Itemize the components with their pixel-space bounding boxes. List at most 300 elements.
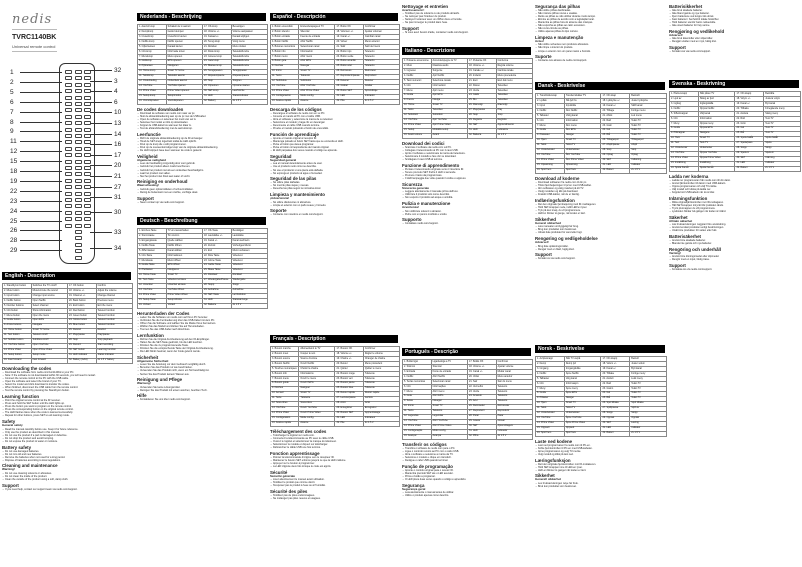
instruction-item: – Ne mélangez pas piles neuves et usagées.	[270, 497, 400, 500]
instruction-item: – Pointez la télécommande d'origine vers le récepteur IR.	[270, 456, 400, 459]
instruction-item: – De LED knippert twee keer wanneer de code is geleerd.	[137, 149, 268, 152]
callout-number: 23	[10, 197, 18, 205]
function-cell: Spill av	[630, 406, 667, 411]
function-cell: Modalità setup	[431, 128, 467, 133]
function-cell: Apri YouTube	[431, 118, 467, 123]
button-name-cell: 27. Reproduzir	[467, 409, 496, 414]
instruction-item: – Download de software van nedis.com naar uw pc.	[137, 112, 268, 115]
function-cell: Teletexto	[363, 49, 399, 54]
button-name-cell: 30. SET	[735, 156, 764, 161]
function-cell: Selecionar canal	[431, 379, 467, 384]
column-2	[137, 0, 268, 567]
button-name-cell: 10. Hem	[670, 136, 699, 141]
subsection-title: Support	[669, 44, 686, 50]
function-cell: Ouvrir l'EPG	[299, 381, 335, 386]
description-table	[402, 58, 533, 139]
button-name-cell: 4. Netflix	[536, 371, 565, 376]
instruction-item: – Laden Sie die Software von nedis.com auf Ihren PC herunter.	[137, 316, 268, 319]
function-cell: Juster volum	[630, 361, 667, 366]
callout-number: 11	[10, 138, 17, 146]
button-name-cell: 28. Stop	[67, 338, 96, 343]
product-subtitle: Universal remote control	[12, 44, 56, 49]
button-name-cell: 18. Lydstyrke +/-	[601, 98, 630, 103]
instruction-item: – Contattare nedis.com/support.	[402, 222, 533, 225]
function-cell: Naviga	[431, 98, 467, 103]
function-cell: Föregående meny	[764, 106, 801, 111]
instruction-item: – Rengjør utsiden med en myk, fuktig klut.	[669, 40, 801, 43]
subsection-title: Downloading the codes	[2, 365, 52, 371]
button-name-cell: 12. Ondertiteling	[138, 79, 167, 84]
function-cell: Information	[698, 116, 735, 121]
instruction-item: – Elimine as pilhas de acordo com a legislação local.	[535, 18, 667, 21]
button-name-cell: 20. Terug-knop	[202, 39, 231, 44]
button-name-cell: 17. OK-knapp	[601, 357, 630, 362]
instruction-item: – Drücken Sie die zu programmierende Taste.	[137, 344, 268, 347]
function-cell: Stäng meny	[764, 111, 801, 116]
button-name-cell: 17. OK-knop	[202, 25, 231, 30]
function-cell: Grabar	[363, 84, 399, 89]
instruction-item: – Não misture pilhas novas e usadas.	[535, 12, 667, 15]
subsection-title: Sikkerhed	[535, 216, 556, 222]
function-cell: Indikator	[630, 426, 667, 431]
function-cell: Tænder/slukker TV	[564, 94, 601, 99]
button-name-cell: 30. Bouton SET	[335, 411, 363, 416]
button-name-cell: 18. Volym +/-	[735, 96, 764, 101]
function-cell: Aprendizaje	[363, 89, 399, 94]
instruction-item: – Remove the batteries when not used for a long period.	[2, 456, 133, 459]
callout-number: 15	[10, 158, 18, 166]
button-name-cell: 12. Undertekster	[536, 411, 565, 416]
function-cell: Source d'entrée	[299, 356, 335, 361]
function-cell: Teletekst aan/uit	[166, 74, 202, 79]
instruction-item: – Transfira o software de nedis.com para o PC.	[402, 447, 533, 450]
button-name-cell: 9. Arrow buttons	[3, 323, 32, 328]
button-name-cell: 32. Pilha	[467, 434, 496, 439]
instruction-item: – Fjern batteriene ved lengre tids ubruk.	[669, 15, 801, 18]
button-name-cell: 3. Ingång	[670, 101, 699, 106]
function-cell: Smart TV home	[31, 328, 67, 333]
button-name-cell: 8. Gidsknop	[138, 59, 167, 64]
button-name-cell: 2. Bouton muet	[271, 351, 299, 356]
table-row	[271, 99, 400, 104]
function-cell: Televideo	[496, 83, 532, 88]
function-cell: Inställning	[698, 161, 735, 166]
subsection-title: Rengöring och underhåll	[669, 246, 721, 252]
function-cell: Spola framåt	[698, 166, 735, 171]
function-cell: Velg kanal	[564, 376, 601, 381]
button-name-cell: 13. YouTube	[403, 419, 432, 424]
column-1	[2, 0, 133, 567]
button-name-cell: 32. Batteria	[467, 133, 496, 138]
button-name-cell: 14. Prime Video	[536, 421, 565, 426]
function-cell: Menu openen	[166, 54, 202, 59]
button-name-cell: 20. Retour	[335, 361, 363, 366]
button-name-cell: 23. Verde	[467, 88, 496, 93]
function-cell: Smart TV	[431, 404, 467, 409]
instruction-item: – Limpie el exterior con un paño suave y húmedo.	[270, 204, 400, 207]
instruction-item: – Não limpe o interior do produto.	[535, 46, 667, 49]
subsection-subtitle: General safety	[2, 422, 23, 427]
instruction-item: – Note: If the software is not downloaded within 30 seconds, you will need to restart.	[2, 374, 133, 377]
function-cell: Retroceder	[496, 404, 532, 409]
callout-number: 10	[114, 109, 122, 117]
button-name-cell: 20. Back button	[67, 298, 96, 303]
button-name-cell: 30. SET button	[67, 348, 96, 353]
function-cell: Couper le son	[299, 351, 335, 356]
instruction-item: – Selecione o modelo e clique em transferir.	[402, 456, 533, 459]
instruction-item: – Leia atentamente o manual antes de utilizar.	[402, 491, 533, 494]
button-name-cell: 5. Touches numériques	[271, 366, 299, 371]
button-name-cell: 16. Vooruitspoelen	[138, 99, 167, 104]
instruction-item: – Verwenden Sie das Produkt nicht, wenn ein Teil beschädigt ist.	[137, 369, 268, 372]
function-cell: Inputkilde	[564, 103, 601, 108]
function-cell: Télétexte	[363, 386, 399, 391]
function-cell: Teletexto	[363, 64, 399, 69]
function-cell: Bevestigen	[231, 25, 267, 30]
function-cell: Gravar	[496, 419, 532, 424]
button-name-cell: 25. Blue button	[67, 323, 96, 328]
button-name-cell: 29. Registra	[467, 118, 496, 123]
subsection-title: Reiniging en onderhoud	[137, 179, 188, 185]
button-name-cell: 1. På/av-knapp	[670, 92, 699, 97]
instruction-item: – Ikke bruk løsemidler eller slipemidler.	[669, 37, 801, 40]
button-name-cell: 25. Blu	[467, 98, 496, 103]
function-cell: Teletekstfunctie	[231, 54, 267, 59]
button-name-cell: 11. Text	[670, 141, 699, 146]
button-name-cell: 7. Menu	[403, 88, 432, 93]
instruction-item: – Scaricare il software da nedis.com sul PC.	[402, 146, 533, 149]
button-name-cell: 18. Volumen +/-	[335, 29, 363, 34]
instruction-item: – Desligue o cabo USB quando terminar.	[402, 459, 533, 462]
button-name-cell: 14. Prime Video	[536, 158, 565, 163]
section-nederlands	[137, 13, 268, 204]
button-name-cell: 5. Talltaster	[536, 376, 565, 381]
function-cell: Videotext	[231, 268, 267, 273]
subsection-subtitle: Advarsel!	[669, 32, 683, 37]
instruction-item: – Utilize o produto apenas como descrito.	[402, 494, 533, 497]
function-cell: Esci dal menu	[496, 78, 532, 83]
function-cell: Indicador	[363, 94, 399, 99]
button-name-cell: 22. Rød	[601, 118, 630, 123]
button-name-cell: 14. Prime Video	[271, 89, 299, 94]
instruction-item: – Neem contact op via nedis.com/support.	[137, 201, 268, 204]
button-name-cell: 3. Invoerknop	[138, 34, 167, 39]
button-name-cell: 8. Guide	[670, 126, 699, 131]
function-cell: Abrir menu	[431, 389, 467, 394]
button-name-cell: 2. Dempknop	[138, 29, 167, 34]
instruction-item: – LED'en blinker to gange, når koden er lært.	[535, 212, 667, 215]
instruction-item: – Do not expose the product to water or moisture.	[2, 440, 133, 443]
instruction-item: – Druk op de knop die u wilt programmeren.	[137, 143, 268, 146]
function-cell: Öppna YouTube	[698, 151, 735, 156]
section-english	[2, 272, 133, 491]
button-name-cell: 26. Retroceso	[335, 69, 363, 74]
function-cell: Indlæring	[630, 158, 667, 163]
button-name-cell: 16. Vorlauf	[138, 303, 167, 308]
button-name-cell: 23. Botón verde	[335, 54, 363, 59]
instruction-item: – Não exponha as pilhas ao calor excessivo.	[535, 24, 667, 27]
button-name-cell: 21. Avsluta	[735, 111, 764, 116]
button-name-cell: 5. Number buttons	[3, 303, 32, 308]
instruction-item: – Læs manualen omhyggeligt før brug.	[535, 225, 667, 228]
button-name-cell: 14. Prime Video	[138, 293, 167, 298]
function-cell: Avance	[299, 99, 335, 104]
section-heading: Dansk - Beskrivelse	[535, 82, 665, 90]
button-name-cell: 7. Menütaste	[138, 258, 167, 263]
function-cell: Prime Video openen	[166, 89, 202, 94]
button-name-cell: 12. Subtitle button	[3, 338, 32, 343]
function-cell: Vælg kanal	[564, 113, 601, 118]
function-cell: 2x 1.5 V	[496, 133, 532, 138]
instruction-item: – Mantenha as pilhas fora do alcance das crianças.	[535, 21, 667, 24]
button-name-cell: 31. LED	[601, 163, 630, 168]
section-heading: English - Description	[2, 272, 131, 280]
button-name-cell: 4. Netflix	[670, 106, 699, 111]
button-name-cell: 9. Piletaster	[536, 133, 565, 138]
button-name-cell: 5. Tasti numerici	[403, 78, 432, 83]
subsection-title: Battery safety	[2, 444, 32, 450]
callout-number: 33	[114, 229, 122, 236]
function-cell: Menü öffnen	[166, 258, 202, 263]
button-name-cell: 2. Lydløs	[536, 98, 565, 103]
instruction-item: – If you need help, contact our support team via nedis.com/support.	[2, 488, 133, 491]
button-name-cell: 9. Pijltoetsen	[138, 64, 167, 69]
instruction-item: – Välj modell och klicka på ladda ner.	[669, 188, 801, 191]
button-name-cell: 12. Sous-titres	[271, 401, 299, 406]
function-cell: Navegar	[431, 399, 467, 404]
subsection-title: Funzione di apprendimento	[402, 162, 460, 168]
function-cell: Apri Netflix	[431, 73, 467, 78]
function-cell: Spol tilbake	[630, 401, 667, 406]
function-cell: Teletexto	[299, 74, 335, 79]
button-name-cell: 5. Cijfertoetsen	[138, 44, 167, 49]
instruction-item: – Utilizzare il prodotto solo come descritto.	[402, 193, 533, 196]
instruction-item: – Do not mix old and new batteries.	[2, 453, 133, 456]
function-cell: Text-TV	[764, 121, 801, 126]
instruction-item: – Tenere premuto SET finché il LED si accende.	[402, 171, 533, 174]
instruction-item: – Non utilizzare solventi o abrasivi.	[402, 210, 533, 213]
button-name-cell: 15. Opsætning	[536, 163, 565, 168]
instruction-item: – Test the remote control by pressing the Standby/on button.	[2, 389, 133, 392]
button-name-cell: 16. Spol frem	[536, 431, 565, 436]
function-cell: Conferma	[496, 59, 532, 64]
instruction-item: – Vælg modellen og klik på download.	[535, 190, 667, 193]
button-name-cell: 21. Afsluiten	[202, 44, 231, 49]
callout-number: 24	[10, 207, 18, 215]
button-name-cell: 12. Legendas	[403, 414, 432, 419]
function-cell: 2x 1.5 V	[630, 431, 667, 436]
function-cell: Adjust the volume	[96, 288, 132, 293]
function-cell: Informatie tonen	[166, 49, 202, 54]
subsection-title: Segurança das pilhas	[535, 3, 581, 9]
function-cell: Mode config.	[299, 416, 335, 421]
subsection-subtitle: Sécurité générale	[270, 473, 296, 478]
subsection-subtitle: Generell sikkerhet	[535, 477, 562, 482]
button-name-cell: 23. Grøn	[601, 123, 630, 128]
callout-number: 3	[114, 77, 118, 85]
button-name-cell: 24. Gele knop	[202, 59, 231, 64]
section-francais	[270, 335, 400, 500]
button-name-cell: 29. Spela in	[735, 151, 764, 156]
function-cell: Leerfunctie	[231, 89, 267, 94]
instruction-item: – Si vous avez besoin d'aide, contactez nedis.com/support.	[402, 31, 533, 34]
function-cell: Seleccionar canal	[299, 44, 335, 49]
function-cell: Salir del menú	[363, 44, 399, 49]
instruction-item: – Sélectionnez le modèle et cliquez sur télécharger.	[270, 443, 400, 446]
function-cell: Inngangskilde	[564, 366, 601, 371]
button-name-cell: 30. SET	[601, 158, 630, 163]
instruction-item: – Lysdioden blinkar två gånger när koden är inlärd.	[669, 210, 801, 213]
function-cell: Spol frem	[564, 168, 601, 173]
button-name-cell: 23. Groene knop	[202, 54, 231, 59]
button-name-cell: 9. Piltaster	[536, 396, 565, 401]
button-name-cell: 10. Home-Taste	[138, 273, 167, 278]
function-cell: Tekst-TV	[630, 118, 667, 123]
button-name-cell: 27. Play/pausa	[467, 108, 496, 113]
function-cell: Tekst-TV	[630, 396, 667, 401]
function-cell: Confirmer	[363, 347, 399, 352]
button-name-cell: 22. Rote Taste	[202, 253, 231, 258]
function-cell: Apri EPG	[431, 93, 467, 98]
function-cell: Reproduzir	[496, 409, 532, 414]
button-name-cell: 28. Stop	[202, 79, 231, 84]
function-cell: Enregistrer	[363, 406, 399, 411]
subsection-title: Lernfunktion	[137, 332, 164, 338]
table-row	[670, 166, 801, 171]
button-name-cell: 29. Gravar	[467, 419, 496, 424]
button-name-cell: 6. Botón info	[271, 49, 299, 54]
function-cell: YouTube öffnen	[166, 288, 202, 293]
function-cell: Apri menu	[431, 88, 467, 93]
button-name-cell: 13. YouTube	[138, 84, 167, 89]
function-cell: Cambia canale	[496, 68, 532, 73]
instruction-item: – Contacte con nosotros en nedis.com/support.	[270, 213, 400, 216]
function-cell: Smart TV	[698, 136, 735, 141]
function-cell: Avançar	[431, 434, 467, 439]
button-name-cell: 19. Kanaal +/-	[202, 34, 231, 39]
button-name-cell: 22. Botón rojo	[335, 49, 363, 54]
subsection-title: Batterisikkerhet	[669, 3, 703, 9]
instruction-item: – Stel het product niet bloot aan water of vocht.	[137, 175, 268, 178]
instruction-item: – Verbinden Sie die Fernbedienung über das USB-Kabel mit dem PC.	[137, 319, 268, 322]
button-name-cell: 30. Botón SET	[335, 89, 363, 94]
function-cell: Öppna Netflix	[698, 106, 735, 111]
section-svenska	[669, 80, 801, 271]
function-cell: Smart TV	[564, 138, 601, 143]
instruction-item: – Press and hold the SET button until the LED lights up.	[2, 402, 133, 405]
instruction-item: – Richten Sie die Original-Fernbedienung auf den IR-Empfänger.	[137, 338, 268, 341]
button-name-cell: 19. Kanal +/-	[202, 238, 231, 243]
instruction-item: – Ikke bruk skadede batterier.	[669, 9, 801, 12]
callout-number: 9	[10, 128, 14, 136]
section-heading: Español - Descripción	[270, 13, 398, 21]
function-cell: Televideo	[496, 88, 532, 93]
table-row	[403, 434, 533, 439]
function-cell: Bestätigen	[231, 229, 267, 234]
button-name-cell: 24. Amarelo	[467, 394, 496, 399]
function-cell: Liga/desliga a TV	[431, 360, 467, 365]
function-cell: Smart TV	[299, 69, 335, 74]
button-name-cell: 12. Sottotitoli	[403, 113, 432, 118]
button-name-cell: 16. Avance rapide	[271, 421, 299, 426]
function-cell: Forrige menu	[630, 108, 667, 113]
function-cell: Afspelen/pauze	[231, 74, 267, 79]
subsection-title: Téléchargement des codes	[270, 428, 327, 434]
function-cell: Videotext	[231, 263, 267, 268]
description-table	[137, 24, 268, 105]
button-name-cell: 28. Stop	[601, 148, 630, 153]
button-name-cell: 24. Gelbe Taste	[202, 263, 231, 268]
function-cell: Indikator	[764, 161, 801, 166]
button-name-cell: 23. Verde	[467, 389, 496, 394]
function-cell: Juster lydstyrke	[630, 98, 667, 103]
instruction-item: – N'utilisez pas de solvants ou de produits abrasifs.	[402, 12, 533, 15]
function-cell: Teletext function	[96, 308, 132, 313]
instruction-item: – Read the manual carefully before use. Keep it for future reference.	[2, 428, 133, 431]
instruction-item: – Rengör med en mjuk, fuktig trasa.	[669, 258, 801, 261]
function-cell: Teletekstfunctie	[231, 49, 267, 54]
instruction-item: – Ret den originale fjernbetjening mod IR-modtageren.	[535, 203, 667, 206]
section-dansk	[535, 82, 667, 260]
button-name-cell: 32. Batterie	[202, 303, 231, 308]
function-cell: Vorlauf	[166, 303, 202, 308]
button-name-cell: 26. Tilbagespol	[601, 138, 630, 143]
button-name-cell: 30. SET	[601, 421, 630, 426]
button-name-cell: 26. Spol tilbake	[601, 401, 630, 406]
instruction-item: – Gebruik geen oplosmiddelen of schuurmiddelen.	[137, 188, 268, 191]
button-name-cell: 12. Subtítulos	[271, 79, 299, 84]
function-cell: Ajustar volumen	[363, 29, 399, 34]
function-cell: Play	[496, 108, 532, 113]
subsection-subtitle: Seguridad general	[270, 157, 297, 162]
function-cell: Text-TV	[764, 126, 801, 131]
button-name-cell: 27. Wiedergabe/Pause	[202, 278, 231, 283]
instruction-item: – Wählen Sie das Modell und klicken Sie auf Herunterladen.	[137, 325, 268, 328]
subsection-subtitle: Avvertenza!	[402, 204, 419, 209]
table-row	[138, 303, 268, 308]
instruction-item: – Pulire con un panno morbido e umido.	[402, 213, 533, 216]
button-name-cell: 7. Menu	[403, 389, 432, 394]
function-cell: Retroceso	[363, 69, 399, 74]
button-name-cell: 30. SET-knop	[202, 89, 231, 94]
button-name-cell: 6. Info button	[3, 308, 32, 313]
instruction-item: – Använd inte lösningsmedel eller slipmedel.	[669, 255, 801, 258]
function-cell: Åbn EPG	[564, 128, 601, 133]
function-cell: Öppna meny	[698, 121, 735, 126]
function-cell: Avance	[299, 421, 335, 426]
function-cell: Abrir Prime Video	[299, 89, 335, 94]
button-name-cell: 31. LED	[202, 94, 231, 99]
instruction-item: – Select the model and click download to transfer the codes.	[2, 383, 133, 386]
button-name-cell: 21. Exit	[202, 248, 231, 253]
callout-number: 12	[10, 148, 18, 156]
function-cell: Åbn Netflix	[564, 108, 601, 113]
button-name-cell: 14. Prime Video	[3, 348, 32, 353]
function-cell: Ouvrir YouTube	[299, 406, 335, 411]
nedis-logo: nedis	[12, 12, 53, 27]
button-name-cell: 24. Botón amarillo	[335, 59, 363, 64]
button-name-cell: 1. Av/på-knapp	[536, 357, 565, 362]
button-name-cell: 22. Rosso	[467, 83, 496, 88]
subsection-title: Safety	[2, 418, 16, 424]
instruction-item: – Rett den originale fjernkontrollen mot IR-mottakeren.	[535, 463, 667, 466]
callout-number: 27	[114, 183, 122, 191]
subsection-title: Læringsfunksjon	[535, 457, 571, 463]
function-cell: Teletext function	[96, 313, 132, 318]
instruction-item: – Desconecte el cable USB cuando termine.	[270, 124, 400, 127]
function-cell: 2x 1.5 V	[363, 99, 399, 104]
button-name-cell: 1. Bouton marche	[271, 347, 299, 352]
